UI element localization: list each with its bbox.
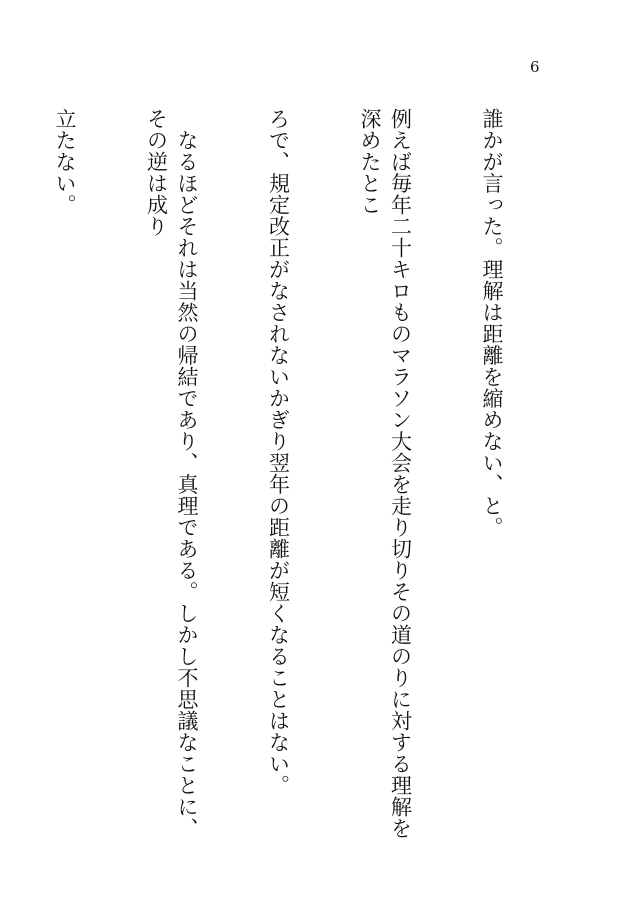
body-text [53,108,568,848]
text-line: なるほどそれは当然の帰結であり、真理である。しかし不思議なことに、その逆は成り [144,108,199,839]
text-line: ろで、規定改正がなされないかぎり翌年の距離が短くなることはない。 [266,108,291,796]
text-line: 例えば毎年二十キロものマラソン大会を走り切りその道のりに対する理解を深めたとこ [358,108,413,839]
page-number: 6 [530,58,540,76]
text-line: 立たない。 [53,108,77,216]
text-line: 誰かが言った。理解は距離を縮めない、と。 [480,108,504,538]
